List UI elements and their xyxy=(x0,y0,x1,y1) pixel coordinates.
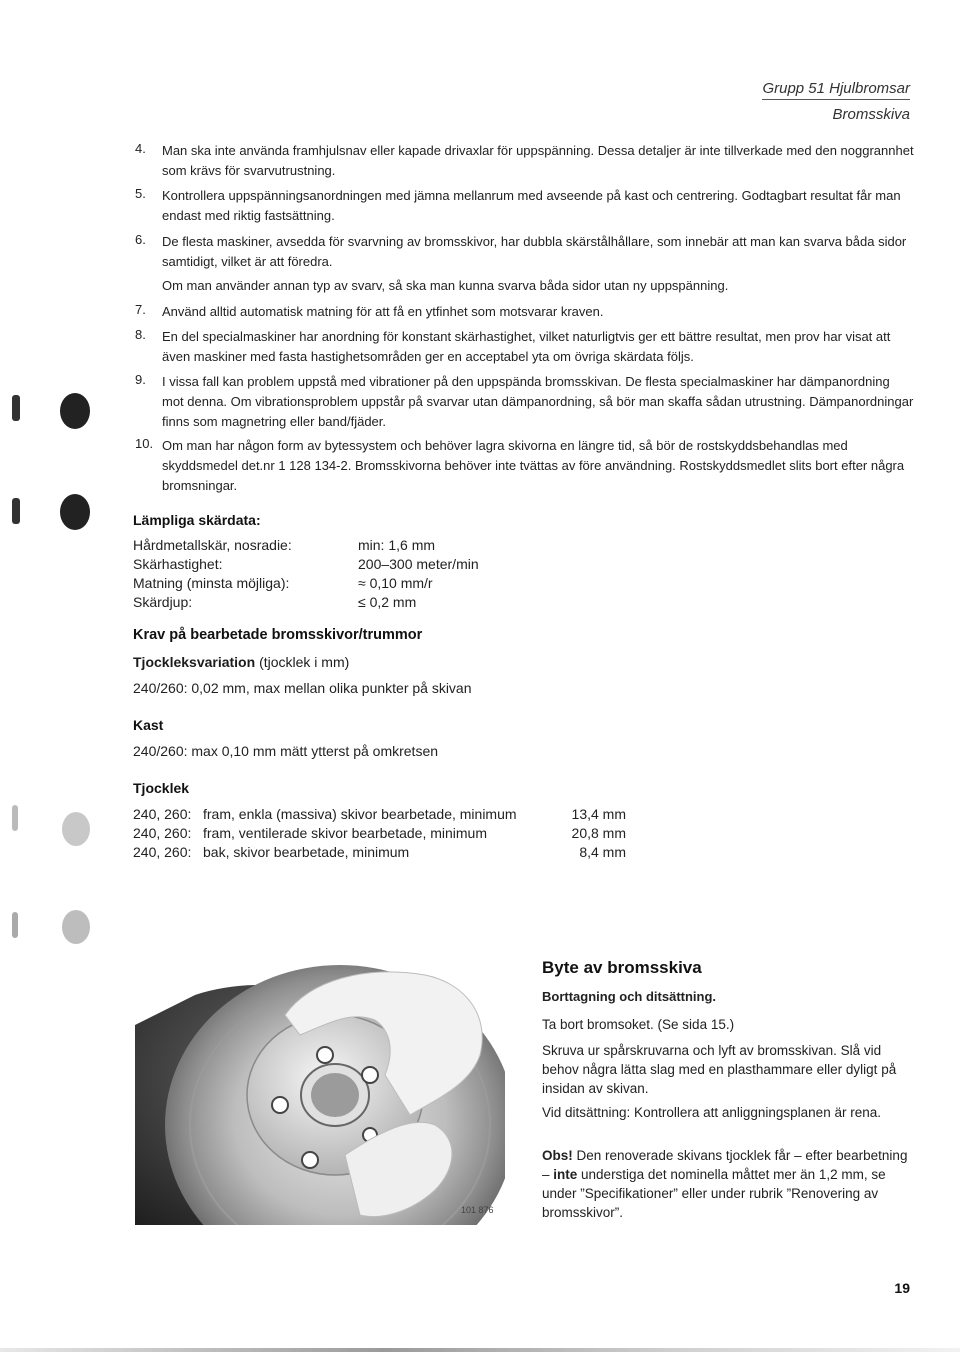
item-extra-text: Om man använder annan typ av svarv, så ska man kunna svarva båda sidor utan ny uppspänning. xyxy=(162,278,729,293)
item-text: Använd alltid automatisk matning för att få en ytfinhet som motsvarar kraven. xyxy=(162,304,604,319)
thickness-model: 240, 260: xyxy=(133,844,192,860)
group-header: Grupp 51 Hjulbromsar xyxy=(762,80,910,100)
runout-heading: Kast xyxy=(133,717,164,733)
item-number: 10. xyxy=(135,436,154,451)
punch-hole-mark xyxy=(12,498,20,524)
cutting-data-heading: Lämpliga skärdata: xyxy=(133,512,261,528)
section-header: Bromsskiva xyxy=(832,106,910,123)
thickness-variation-title: Tjockleksvariation xyxy=(133,654,256,670)
note-text-a: Den renoverade skivans tjocklek får – efter bearbetning – xyxy=(542,1148,908,1182)
note-text-b: understiga det nominella måttet mer än 1,2 mm, se under ”Specifikationer” eller under rubrik ”Renovering av bromsskivor”. xyxy=(542,1167,886,1220)
thickness-variation-line: 240/260: 0,02 mm, max mellan olika punkter på skivan xyxy=(133,680,472,696)
note-emphasis: inte xyxy=(553,1167,578,1182)
thickness-value: 20,8 mm xyxy=(571,825,626,841)
item-number: 6. xyxy=(135,232,146,247)
replace-step-2: Skruva ur spårskruvarna och lyft av bromsskivan. Slå vid behov några lätta slag med en plasthammare eller dyligt på insidan av skivan. xyxy=(542,1043,897,1096)
item-text: Om man har någon form av bytessystem och behöver lagra skivorna en längre tid, så bör de rostskyddsbehandlas med skyddsmedel det.nr 1 128 134-2. Bromsskivorna behöver inte tvättas av före användning. Rostskyddsmedlet slits bort efter några bromsningar. xyxy=(162,438,905,493)
cutting-value: min: 1,6 mm xyxy=(358,537,436,553)
item-text: En del specialmaskiner har anordning för konstant skärhastighet, vilket naturligtvis ger ett bättre resultat, men prov har visat att även maskiner med fasta hastighetsområden ger en acceptabel yta om övriga skärdata följs. xyxy=(162,329,891,364)
item-number: 5. xyxy=(135,186,146,201)
brake-disc-photo xyxy=(135,955,505,1225)
figure-number: 101 876 xyxy=(461,1205,494,1215)
thickness-heading: Tjocklek xyxy=(133,780,190,796)
item-text: I vissa fall kan problem uppstå med vibrationer på den uppspända bromsskivan. De flesta specialmaskiner har dämpanordning mot denna. Om vibrationsproblem uppstår på svarvar utan dämpanordning, så bör man skaffa sådan utrustning. Dämpanordningar finns som magnetring eller band/fjäder. xyxy=(162,374,914,429)
replace-title: Byte av bromsskiva xyxy=(542,958,702,977)
replace-step-3: Vid ditsättning: Kontrollera att anliggningsplanen är rena. xyxy=(542,1105,881,1120)
cutting-value: ≤ 0,2 mm xyxy=(358,594,417,610)
replace-subtitle: Borttagning och ditsättning. xyxy=(542,989,717,1004)
note-label: Obs! xyxy=(542,1148,573,1163)
item-number: 7. xyxy=(135,302,146,317)
thickness-desc: bak, skivor bearbetade, minimum xyxy=(203,844,410,860)
punch-hole-mark xyxy=(60,393,90,429)
thickness-desc: fram, enkla (massiva) skivor bearbetade, minimum xyxy=(203,806,517,822)
punch-hole-mark xyxy=(12,805,18,831)
item-text: De flesta maskiner, avsedda för svarvning av bromsskivor, har dubbla skärstålhållare, som innebär att man kan svarva båda sidor samtidigt, vilket är att föredra. xyxy=(162,234,907,269)
cutting-value: ≈ 0,10 mm/r xyxy=(358,575,433,591)
brake-disc-illustration xyxy=(135,955,505,1225)
thickness-desc: fram, ventilerade skivor bearbetade, minimum xyxy=(203,825,488,841)
item-number: 4. xyxy=(135,141,146,156)
punch-hole-mark xyxy=(12,912,18,938)
punch-hole-mark xyxy=(12,395,20,421)
thickness-model: 240, 260: xyxy=(133,825,192,841)
thickness-value: 13,4 mm xyxy=(571,806,626,822)
requirements-heading: Krav på bearbetade bromsskivor/trummor xyxy=(133,627,423,643)
item-number: 8. xyxy=(135,327,146,342)
thickness-unit-note: (tjocklek i mm) xyxy=(259,654,350,670)
punch-hole-mark xyxy=(62,910,90,944)
cutting-label: Hårdmetallskär, nosradie: xyxy=(133,537,292,553)
cutting-label: Matning (minsta möjliga): xyxy=(133,575,290,591)
punch-hole-mark xyxy=(60,494,90,530)
cutting-label: Skärhastighet: xyxy=(133,556,223,572)
thickness-model: 240, 260: xyxy=(133,806,192,822)
item-text: Kontrollera uppspänningsanordningen med jämna mellanrum med avseende på kast och centrering. Godtagbart resultat får man endast med riktig fastsättning. xyxy=(162,188,901,223)
page-number: 19 xyxy=(894,1280,910,1296)
punch-hole-mark xyxy=(62,812,90,846)
replace-step-1: Ta bort bromsoket. (Se sida 15.) xyxy=(542,1017,735,1032)
item-number: 9. xyxy=(135,372,146,387)
scan-edge-line xyxy=(0,1348,960,1352)
cutting-label: Skärdjup: xyxy=(133,594,193,610)
thickness-value: 8,4 mm xyxy=(579,844,626,860)
replace-note xyxy=(542,1146,914,1222)
thickness-variation-heading xyxy=(133,654,349,670)
cutting-value: 200–300 meter/min xyxy=(358,556,479,572)
item-text: Man ska inte använda framhjulsnav eller kapade drivaxlar för uppspänning. Dessa detaljer är inte tillverkade med den noggrannhet som krävs för svarvutrustning. xyxy=(162,143,914,178)
runout-line: 240/260: max 0,10 mm mätt ytterst på omkretsen xyxy=(133,743,439,759)
